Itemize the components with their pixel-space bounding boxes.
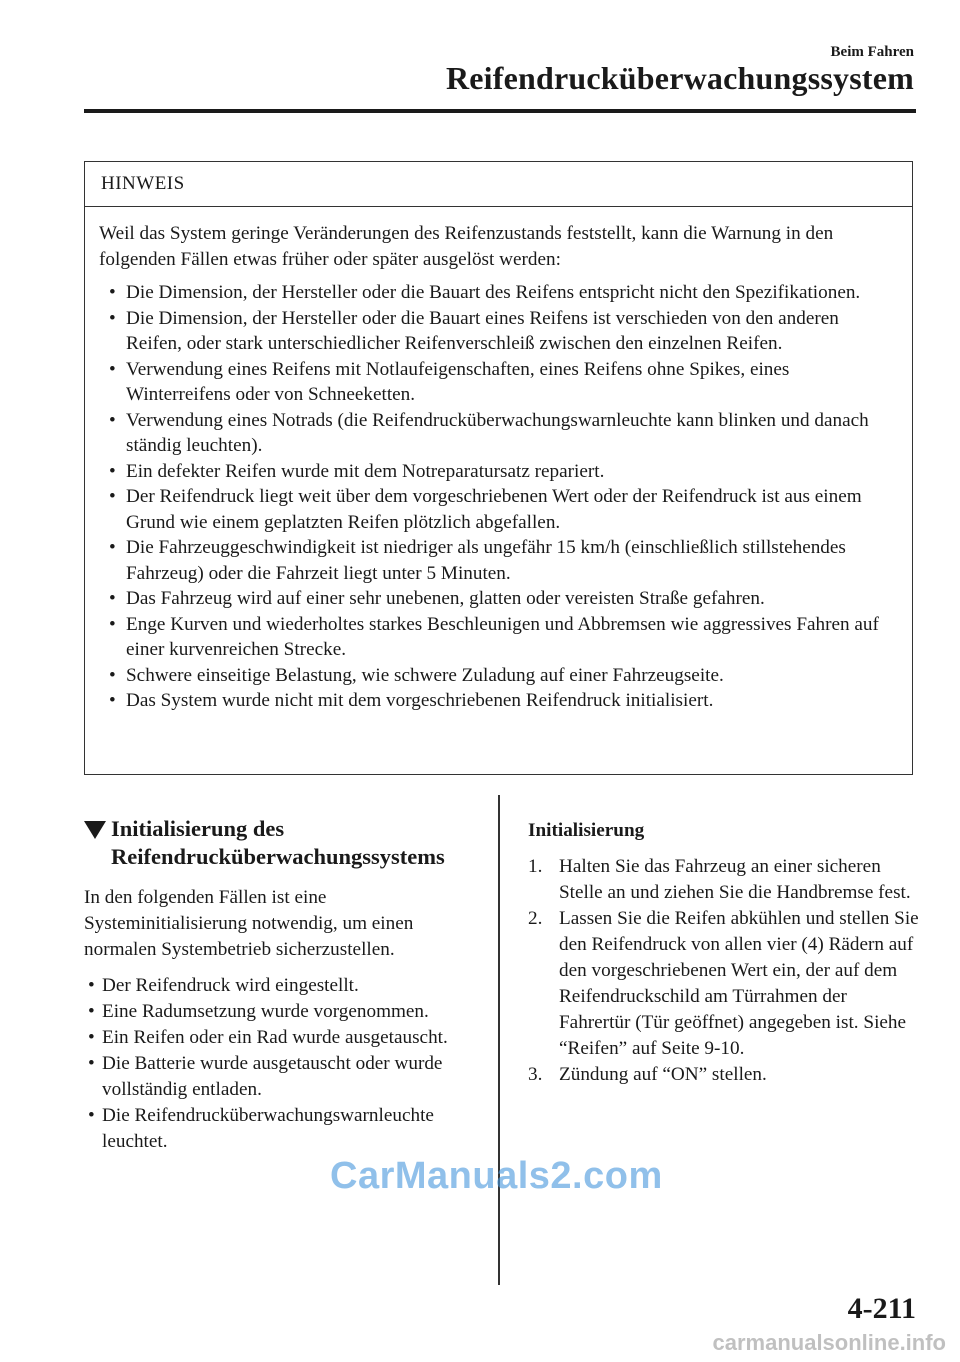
note-intro: Weil das System geringe Veränderungen des Reifenzustands feststellt, kann die Warnung in den folgenden Fällen etwas früher oder später ausgelöst werden:: [99, 223, 834, 270]
note-item: [99, 586, 898, 612]
right-column: [528, 818, 920, 1088]
note-item: [99, 535, 898, 586]
note-item-text: Das Fahrzeug wird auf einer sehr unebenen, glatten oder vereisten Straße gefahren.: [126, 588, 765, 609]
watermark-footer: carmanualsonline.info: [712, 1330, 946, 1355]
section-heading: [84, 815, 476, 871]
note-item: [99, 663, 898, 689]
condition-text: Eine Radumsetzung wurde vorgenommen.: [102, 1001, 429, 1022]
note-item-text: Verwendung eines Reifens mit Notlaufeigenschaften, eines Reifens ohne Spikes, eines Winterreifens oder von Schneeketten.: [126, 358, 790, 405]
condition-text: Die Reifendrucküberwachungswarnleuchte leuchtet.: [102, 1105, 434, 1152]
note-item-text: Die Fahrzeuggeschwindigkeit ist niedriger als ungefähr 15 km/h (einschließlich stillstehendes Fahrzeug) oder die Fahrzeit liegt unter 5 Minuten.: [126, 537, 846, 584]
note-item: [99, 484, 898, 535]
column-divider: [498, 795, 500, 1285]
note-item: [99, 612, 898, 663]
section-intro: In den folgenden Fällen ist eine Systeminitialisierung notwendig, um einen normalen Systembetrieb sicherzustellen.: [84, 887, 414, 960]
bullet: •: [109, 690, 116, 711]
bullet: •: [88, 1053, 95, 1074]
condition-item: [84, 999, 476, 1025]
condition-item: [84, 1025, 476, 1051]
bullet: •: [109, 486, 116, 507]
note-item-text: Enge Kurven und wiederholtes starkes Beschleunigen und Abbremsen wie aggressives Fahren auf einer kurvenreichen Strecke.: [126, 613, 879, 660]
bullet: •: [109, 664, 116, 686]
step-item: [528, 854, 920, 906]
note-item-text: Die Dimension, der Hersteller oder die Bauart des Reifens entspricht nicht den Spezifikationen.: [126, 282, 861, 303]
condition-list: [84, 973, 476, 1155]
header-rule: [84, 109, 916, 113]
note-box: [84, 161, 913, 775]
condition-item: [84, 1103, 476, 1155]
note-title: HINWEIS: [85, 162, 912, 207]
section-heading-line2: Reifendrucküberwachungssystems: [111, 844, 445, 869]
note-item: [99, 459, 898, 485]
sub-heading: Initialisierung: [528, 820, 645, 841]
section-heading-line1: Initialisierung des: [111, 816, 285, 841]
note-item: [99, 357, 898, 408]
note-item: [99, 306, 898, 357]
bullet: •: [88, 1105, 95, 1126]
note-item-text: Die Dimension, der Hersteller oder die Bauart eines Reifens ist verschieden von den anderen Reifen, oder stark unterschiedlicher Reifenverschleiß zwischen den einzelnen Reifen.: [126, 307, 839, 354]
note-item-text: Schwere einseitige Belastung, wie schwere Zuladung auf einer Fahrzeugseite.: [126, 664, 724, 686]
condition-text: Der Reifendruck wird eingestellt.: [102, 975, 359, 996]
note-body: [85, 207, 912, 714]
bullet: •: [109, 282, 116, 303]
step-number: 2.: [528, 908, 543, 929]
step-number: 3.: [528, 1064, 543, 1085]
step-item: [528, 1062, 920, 1088]
triangle-down-icon: [84, 821, 106, 839]
note-item: [99, 280, 898, 306]
bullet: •: [88, 1027, 95, 1048]
step-number: 1.: [528, 856, 543, 877]
bullet: •: [88, 975, 95, 996]
condition-item: [84, 973, 476, 999]
note-item-text: Der Reifendruck liegt weit über dem vorgeschriebenen Wert oder der Reifendruck ist aus einem Grund wie einem geplatzten Reifen plötzlich abgefallen.: [126, 486, 862, 533]
bullet: •: [109, 613, 116, 635]
step-item: [528, 906, 920, 1062]
step-text: Lassen Sie die Reifen abkühlen und stellen Sie den Reifendruck von allen vier (4) Rädern auf den vorgeschriebenen Wert ein, der auf dem Reifendruckschild am Türrahmen der Fahrertür (Tür geöffnet) angegeben ist. Siehe “Reifen” auf Seite 9-10.: [559, 908, 919, 1059]
note-item-text: Das System wurde nicht mit dem vorgeschriebenen Reifendruck initialisiert.: [126, 690, 714, 711]
page-title: Reifendrucküberwachungssystem: [445, 60, 914, 96]
bullet: •: [109, 409, 116, 431]
page-number: 4-211: [847, 1292, 916, 1325]
bullet: •: [109, 460, 116, 482]
section-label: Beim Fahren: [830, 44, 914, 60]
note-list: [99, 280, 898, 714]
bullet: •: [109, 307, 116, 329]
note-item-text: Verwendung eines Notrads (die Reifendrucküberwachungswarnleuchte kann blinken und danach ständig leuchten).: [126, 409, 869, 456]
note-item: [99, 688, 898, 714]
bullet: •: [109, 358, 116, 380]
steps-list: [528, 854, 920, 1088]
left-column: [84, 815, 476, 1155]
note-item: [99, 408, 898, 459]
watermark-middle: CarManuals2.com: [330, 1155, 663, 1197]
bullet: •: [109, 537, 116, 558]
condition-text: Ein Reifen oder ein Rad wurde ausgetauscht.: [102, 1027, 448, 1048]
step-text: Zündung auf “ON” stellen.: [559, 1064, 767, 1085]
step-text: Halten Sie das Fahrzeug an einer sicheren Stelle an und ziehen Sie die Handbremse fest.: [559, 856, 911, 903]
bullet: •: [109, 588, 116, 609]
bullet: •: [88, 1001, 95, 1022]
note-item-text: Ein defekter Reifen wurde mit dem Notreparatursatz repariert.: [126, 460, 605, 482]
condition-item: [84, 1051, 476, 1103]
condition-text: Die Batterie wurde ausgetauscht oder wurde vollständig entladen.: [102, 1053, 443, 1100]
